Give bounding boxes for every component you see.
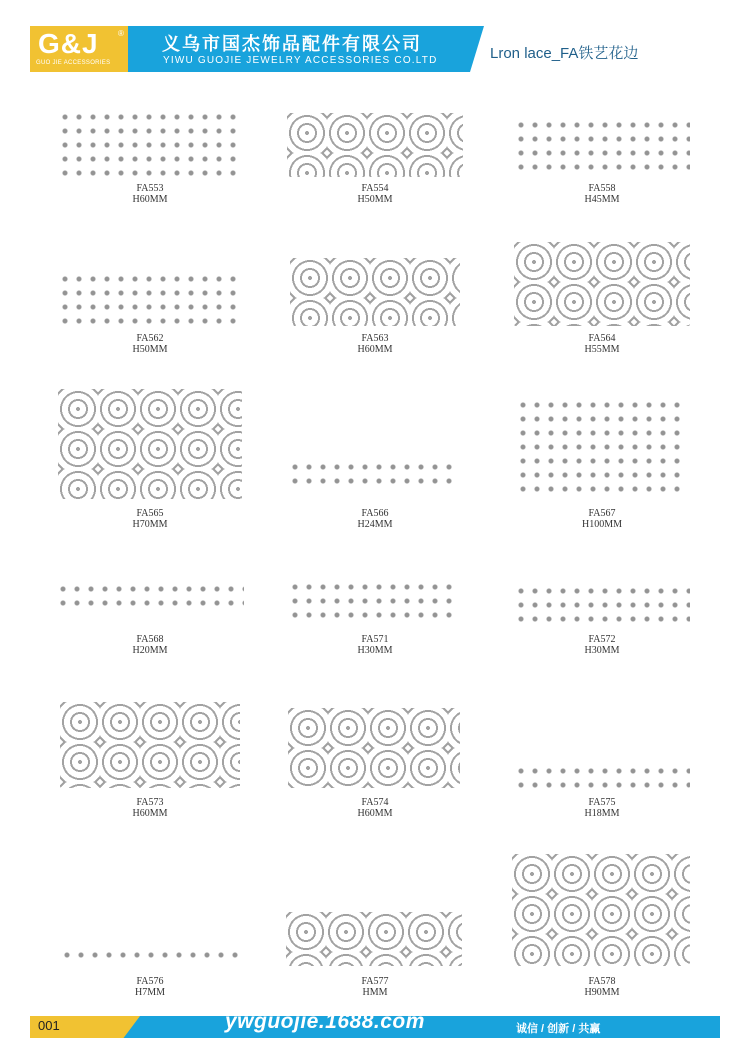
- product-code: FA564: [588, 333, 616, 344]
- product-code: FA573: [136, 797, 164, 808]
- product-code: FA577: [361, 976, 389, 987]
- product-code: FA566: [361, 508, 389, 519]
- company-name-cn: 义乌市国杰饰品配件有限公司: [162, 34, 422, 54]
- product-size: H20MM: [132, 645, 168, 656]
- product-photo: [60, 702, 240, 788]
- product-photo: [514, 242, 690, 326]
- product-photo: [290, 258, 460, 326]
- page-header: [0, 0, 750, 72]
- registered-mark: ®: [118, 29, 124, 38]
- product-photo: [288, 580, 460, 624]
- product-photo: [514, 764, 690, 788]
- product-code: FA554: [361, 183, 389, 194]
- product-photo: [514, 584, 690, 626]
- page-title: Lron lace_FA铁艺花边: [490, 45, 639, 62]
- product-size: H50MM: [132, 344, 168, 355]
- product-size: H60MM: [132, 808, 168, 819]
- product-size: H55MM: [584, 344, 620, 355]
- product-code: FA567: [588, 508, 616, 519]
- product-size: H70MM: [132, 519, 168, 530]
- product-photo: [58, 272, 244, 328]
- product-size: H30MM: [584, 645, 620, 656]
- product-size: H60MM: [357, 808, 393, 819]
- product-code: FA568: [136, 634, 164, 645]
- product-size: H24MM: [357, 519, 393, 530]
- logo-text: G&J: [38, 28, 99, 59]
- product-photo: [288, 460, 460, 488]
- product-photo: [60, 948, 240, 964]
- product-code: FA575: [588, 797, 616, 808]
- product-code: FA574: [361, 797, 389, 808]
- logo-subtitle: GUO JIE ACCESSORIES: [36, 60, 111, 66]
- product-code: FA553: [136, 183, 164, 194]
- product-code: FA576: [136, 976, 164, 987]
- product-photo: [512, 854, 690, 966]
- product-size: H18MM: [584, 808, 620, 819]
- product-size: H60MM: [132, 194, 168, 205]
- product-size: HMM: [362, 987, 388, 998]
- product-size: H7MM: [134, 987, 165, 998]
- product-photo: [516, 398, 688, 498]
- product-photo: [56, 582, 244, 610]
- product-code: FA558: [588, 183, 616, 194]
- product-photo: [514, 118, 690, 178]
- product-photo: [288, 708, 460, 788]
- product-code: FA562: [136, 333, 164, 344]
- product-code: FA578: [588, 976, 616, 987]
- product-size: H100MM: [581, 519, 622, 530]
- product-size: H90MM: [584, 987, 620, 998]
- page-number: 001: [38, 1018, 60, 1033]
- product-photo: [58, 110, 242, 176]
- website-link[interactable]: ywguojie.1688.com: [225, 1010, 425, 1033]
- product-photo: [58, 389, 242, 499]
- logo: [30, 26, 130, 72]
- product-photo: [287, 113, 463, 177]
- product-code: FA572: [588, 634, 616, 645]
- product-code: FA563: [361, 333, 389, 344]
- product-photo: [286, 912, 462, 966]
- product-code: FA571: [361, 634, 389, 645]
- product-size: H30MM: [357, 645, 393, 656]
- product-code: FA565: [136, 508, 164, 519]
- product-size: H60MM: [357, 344, 393, 355]
- company-name-en: YIWU GUOJIE JEWELRY ACCESSORIES CO.LTD: [163, 55, 438, 66]
- slogan: 诚信 / 创新 / 共赢: [516, 1023, 601, 1035]
- product-size: H50MM: [357, 194, 393, 205]
- product-size: H45MM: [584, 194, 620, 205]
